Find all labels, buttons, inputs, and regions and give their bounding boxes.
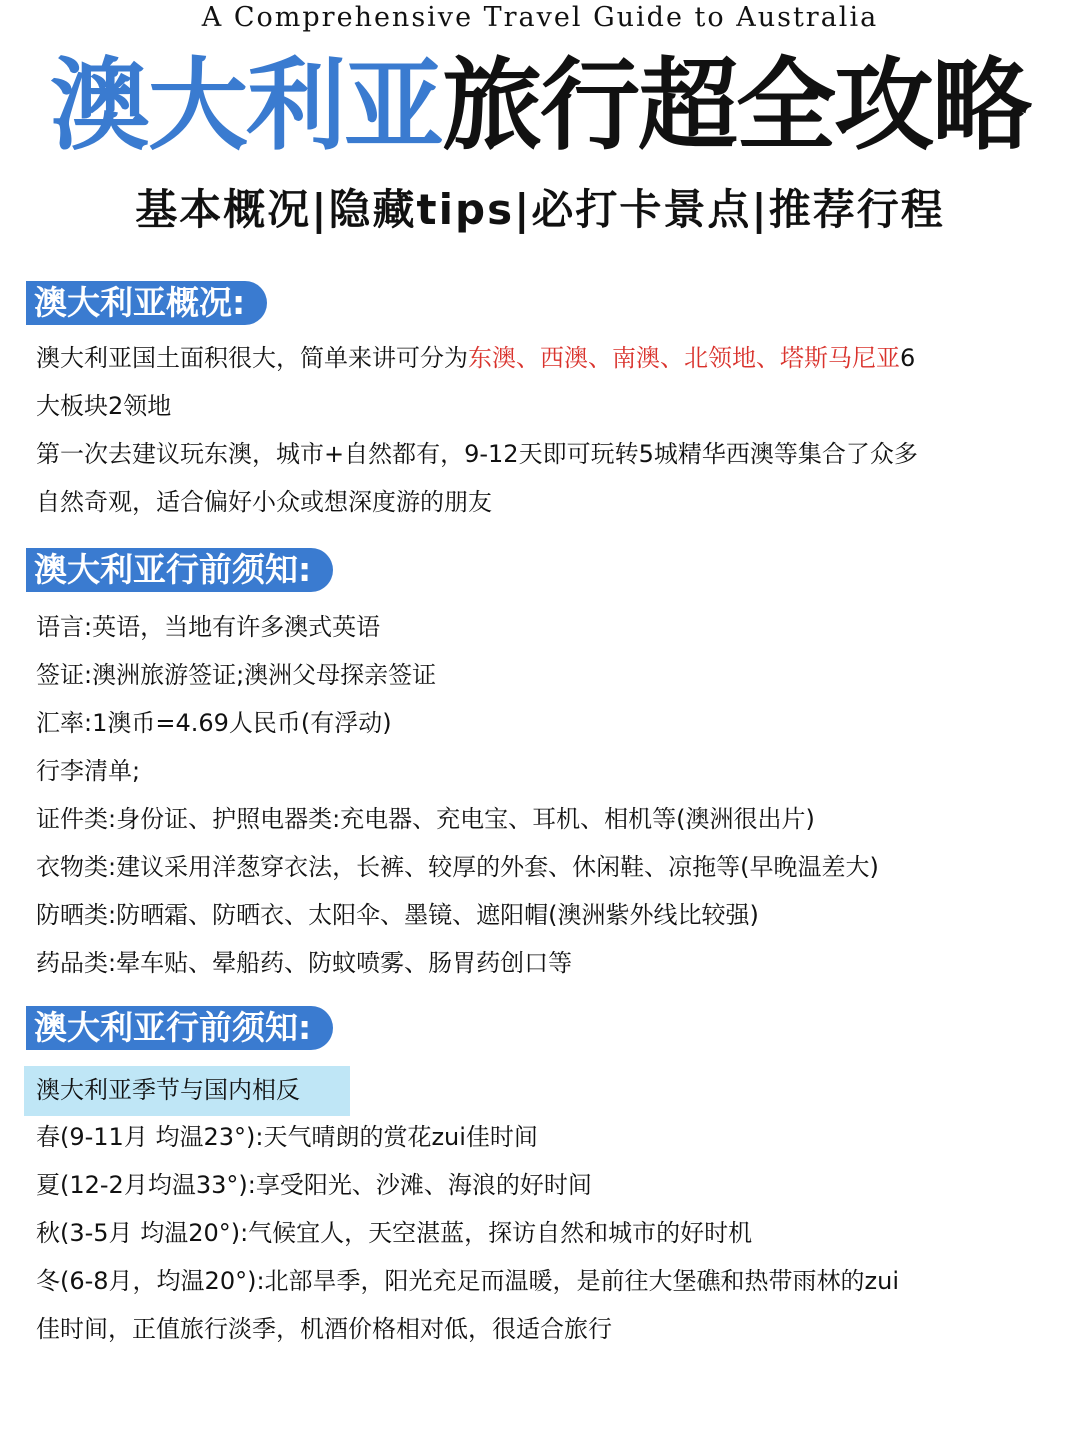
season-line: 夏(12-2月均温33°):享受阳光、沙滩、海浪的好时间: [36, 1171, 592, 1199]
section-heading-pretrip: 澳大利亚行前须知:: [26, 548, 333, 592]
section-heading-overview: 澳大利亚概况:: [26, 281, 267, 325]
subtitle: 基本概况|隐藏tips|必打卡景点|推荐行程: [135, 185, 945, 234]
overview-line-1: [36, 334, 915, 382]
pretrip-line: 衣物类:建议采用洋葱穿衣法，长裤、较厚的外套、休闲鞋、凉拖等(早晚温差大): [36, 853, 879, 881]
pretrip-line: 语言:英语，当地有许多澳式英语: [36, 613, 381, 641]
overview-line-1-suffix: 6: [900, 344, 916, 372]
pretrip-line: 行李清单;: [36, 757, 141, 785]
english-title: A Comprehensive Travel Guide to Australia: [201, 2, 879, 33]
seasons-highlight-text: 澳大利亚季节与国内相反: [36, 1076, 300, 1104]
pretrip-line: 防晒类:防晒霜、防晒衣、太阳伞、墨镜、遮阳帽(澳洲紫外线比较强): [36, 901, 759, 929]
season-line: 冬(6-8月，均温20°):北部旱季，阳光充足而温暖，是前往大堡礁和热带雨林的zui: [36, 1267, 900, 1295]
overview-line-1-prefix: 澳大利亚国土面积很大，简单来讲可分为: [36, 344, 468, 372]
pretrip-line: 签证:澳洲旅游签证;澳洲父母探亲签证: [36, 661, 437, 689]
overview-regions: 东澳、西澳、南澳、北领地、塔斯马尼亚: [468, 344, 900, 372]
season-line: 秋(3-5月 均温20°):气候宜人，天空湛蓝，探访自然和城市的好时机: [36, 1219, 753, 1247]
season-line: 佳时间，正值旅行淡季，机酒价格相对低，很适合旅行: [36, 1315, 612, 1343]
overview-line-3: 第一次去建议玩东澳，城市+自然都有，9-12天即可玩转5城精华西澳等集合了众多: [36, 440, 918, 468]
section-heading-seasons: 澳大利亚行前须知:: [26, 1006, 333, 1050]
season-line: 春(9-11月 均温23°):天气晴朗的赏花zui佳时间: [36, 1123, 538, 1151]
main-title-blue: 澳大利亚: [50, 47, 442, 164]
pretrip-line: 药品类:晕车贴、晕船药、防蚊喷雾、肠胃药创口等: [36, 949, 573, 977]
pretrip-line: 汇率:1澳币=4.69人民币(有浮动): [36, 709, 392, 737]
pretrip-line: 证件类:身份证、护照电器类:充电器、充电宝、耳机、相机等(澳洲很出片): [36, 805, 815, 833]
main-title-black: 旅行超全攻略: [442, 47, 1030, 164]
main-title: [0, 46, 1080, 166]
overview-line-2: 大板块2领地: [36, 392, 172, 420]
overview-line-4: 自然奇观，适合偏好小众或想深度游的朋友: [36, 488, 492, 516]
